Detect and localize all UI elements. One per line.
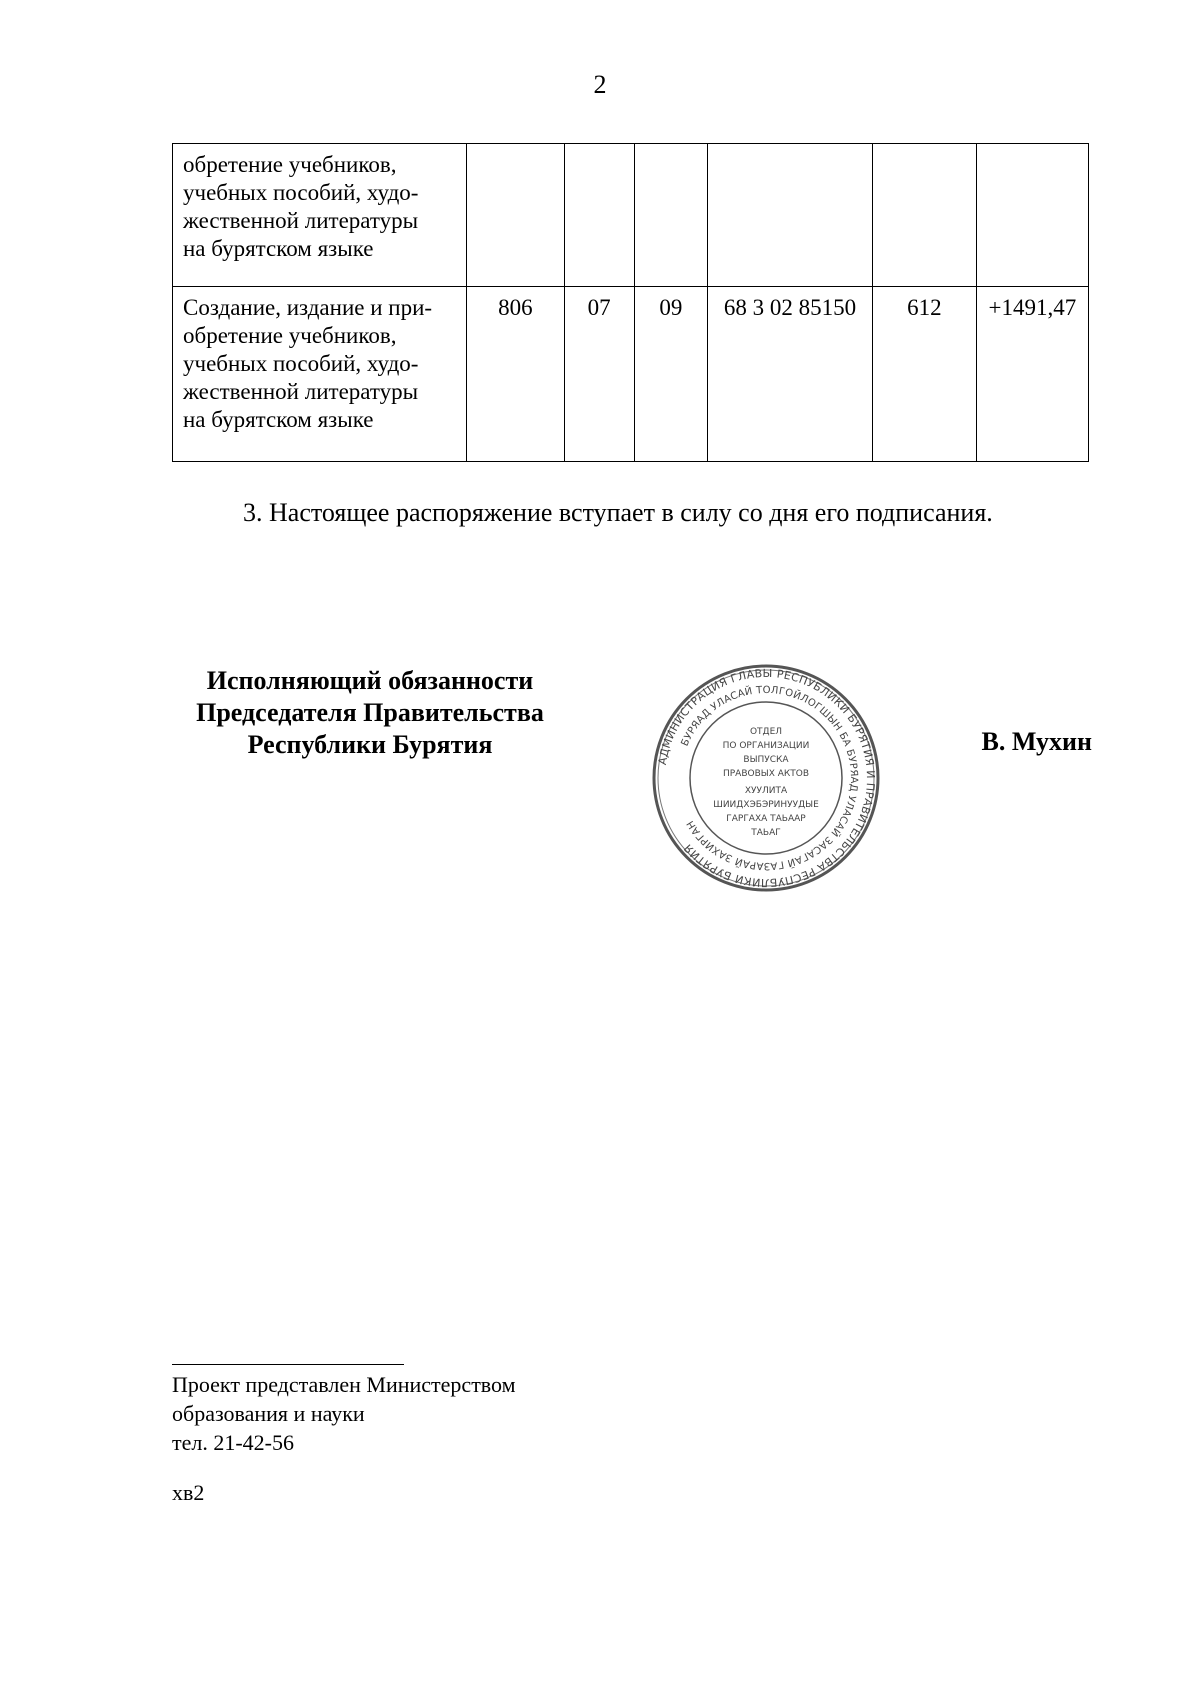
footnote-line: образования и науки — [172, 1401, 365, 1426]
seal-center-line: ТАЬАГ — [751, 828, 781, 838]
footnote-line: Проект представлен Министерством — [172, 1372, 516, 1397]
official-seal-icon — [650, 662, 882, 894]
signatory-line: Республики Бурятия — [247, 730, 493, 759]
table-row — [173, 144, 1089, 287]
table-cell-admin-code — [466, 144, 564, 287]
table-cell-target-article: 68 3 02 85150 — [708, 287, 873, 462]
table-cell-subsection — [634, 144, 708, 287]
table-cell-admin-code: 806 — [466, 287, 564, 462]
footnote — [172, 1370, 516, 1457]
table-row — [173, 287, 1089, 462]
seal-center-line: ВЫПУСКА — [743, 755, 789, 765]
document-code: хв2 — [172, 1480, 205, 1505]
table-cell-amount: +1491,47 — [976, 287, 1088, 462]
table-cell-target-article — [708, 144, 873, 287]
seal-center-line: ХУУЛИТА — [744, 786, 788, 796]
signatory-line: Председателя Правительства — [196, 698, 544, 727]
footnote-divider — [172, 1364, 404, 1365]
signer-name: В. Мухин — [981, 727, 1092, 756]
row-name-text: Создание, издание и при- обретение учебников, учебных пособий, худо- жественной литературы на бурятском языке — [183, 295, 433, 432]
table-cell-name — [173, 287, 467, 462]
seal-center-line: ПРАВОВЫХ АКТОВ — [722, 769, 810, 779]
table-cell-expense-type: 612 — [872, 287, 976, 462]
table-cell-expense-type — [872, 144, 976, 287]
table-cell-amount — [976, 144, 1088, 287]
clause-3: 3. Настоящее распоряжение вступает в силу со дня его подписания. — [243, 498, 993, 527]
table-cell-section — [564, 144, 634, 287]
row-name-text: обретение учебников, учебных пособий, худо- жественной литературы на бурятском языке — [183, 152, 419, 261]
seal-center-line: ШИИДХЭБЭРИНУУДЫЕ — [713, 800, 819, 810]
footnote-line: тел. 21-42-56 — [172, 1430, 295, 1455]
seal-center-line: ОТДЕЛ — [749, 727, 783, 737]
table-cell-name — [173, 144, 467, 287]
seal-inner-text: БУРЯАД УЛАСАЙ ТОЛГОЙЛОГШЫН БА БУРЯАД УЛАСАЙ ЗАСАГАЙ ГАЗАРАЙ ЗАХИРГАН — [679, 684, 860, 872]
seal-center-line: ПО ОРГАНИЗАЦИИ — [722, 741, 810, 751]
signatory-position — [160, 665, 580, 761]
budget-table — [172, 143, 1089, 462]
seal-outer-text: АДМИНИСТРАЦИЯ ГЛАВЫ РЕСПУБЛИКИ БУРЯТИЯ И ПРАВИТЕЛЬСТВА РЕСПУБЛИКИ БУРЯТИЯ — [655, 666, 878, 890]
signatory-line: Исполняющий обязанности — [206, 666, 534, 695]
table-cell-subsection: 09 — [634, 287, 708, 462]
page-number: 2 — [593, 70, 607, 99]
table-cell-section: 07 — [564, 287, 634, 462]
seal-center-line: ГАРГАХА ТАЬААР — [726, 814, 806, 824]
